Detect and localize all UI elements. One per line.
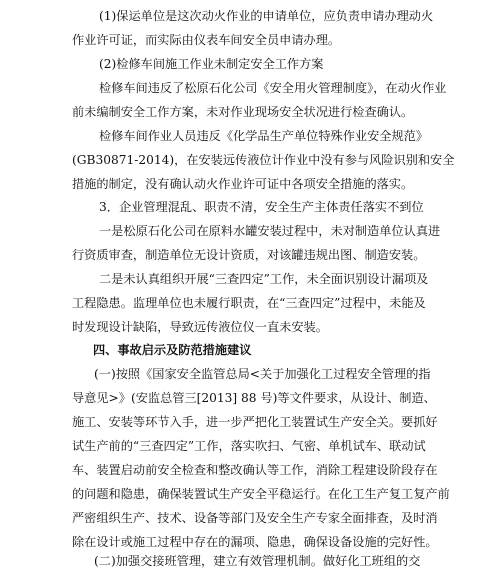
text-line: 措施的制定，没有确认动火作业许可证中各项安全措施的落实。 <box>72 177 414 191</box>
text-line: (1)保运单位是这次动火作业的申请单位，应负责申请办理动火 <box>99 9 434 23</box>
text-line: 行资质审查，制造单位无设计资质，对该罐违规出图、制造安装。 <box>72 248 426 262</box>
text-line: 二是未认真组织开展“三查四定”工作，未全面识别设计漏项及 <box>99 272 429 286</box>
text-line: 时发现设计缺陷，导致远传液位仪一直未安装。 <box>72 320 328 334</box>
text-line: 严密组织生产、技术、设备等部门及安全生产专家全面排查，及时消 <box>72 511 438 525</box>
text-line: 一是松原石化公司在原料水罐安装过程中，未对制造单位认真进 <box>99 224 441 238</box>
text-line: 作业许可证，而实际由仪表车间安全员申请办理。 <box>72 33 341 47</box>
chapter-heading: 四、事故启示及防范措施建议 <box>93 343 252 357</box>
text-line: 的问题和隐患，确保装置试生产安全平稳运行。在化工生产复工复产前 <box>72 487 450 501</box>
text-line: 试生产前的“三查四定”工作，落实吹扫、气密、单机试车、联动试 <box>72 439 426 453</box>
text-line: 施工、安装等环节入手，进一步严把化工装置试生产安全关。要抓好 <box>72 415 438 429</box>
text-line: 检修车间违反了松原石化公司《安全用火管理制度》，在动火作业 <box>99 81 447 95</box>
text-line: 导意见>》(安监总管三[2013] 88 号)等文件要求，从设计、制造、 <box>72 391 436 405</box>
section-heading: (2)检修车间施工作业未制定安全工作方案 <box>99 57 324 71</box>
text-line: 除在设计或施工过程中存在的漏项、隐患，确保设备设施的完好性。 <box>72 535 438 549</box>
text-line: (一)按照《国家安全监管总局<关于加强化工过程安全管理的指 <box>94 367 431 381</box>
text-line: 工程隐患。监理单位也未履行职责，在“三查四定”过程中，未能及 <box>72 296 426 310</box>
section-heading: 3．企业管理混乱、职责不清，安全生产主体责任落实不到位 <box>99 200 424 214</box>
text-line: 前未编制安全工作方案，未对作业现场安全状况进行检查确认。 <box>72 105 414 119</box>
text-line: (GB30871-2014)，在安装远传液位计作业中没有参与风险识别和安全 <box>72 153 455 167</box>
text-line: 车、装置启动前安全检查和整改确认等工作，消除工程建设阶段存在 <box>72 463 438 477</box>
text-line: 检修车间作业人员违反《化学品生产单位特殊作业安全规范》 <box>99 129 429 143</box>
text-line: (二)加强交接班管理，建立有效管理机制。做好化工班组的交 <box>94 554 421 568</box>
